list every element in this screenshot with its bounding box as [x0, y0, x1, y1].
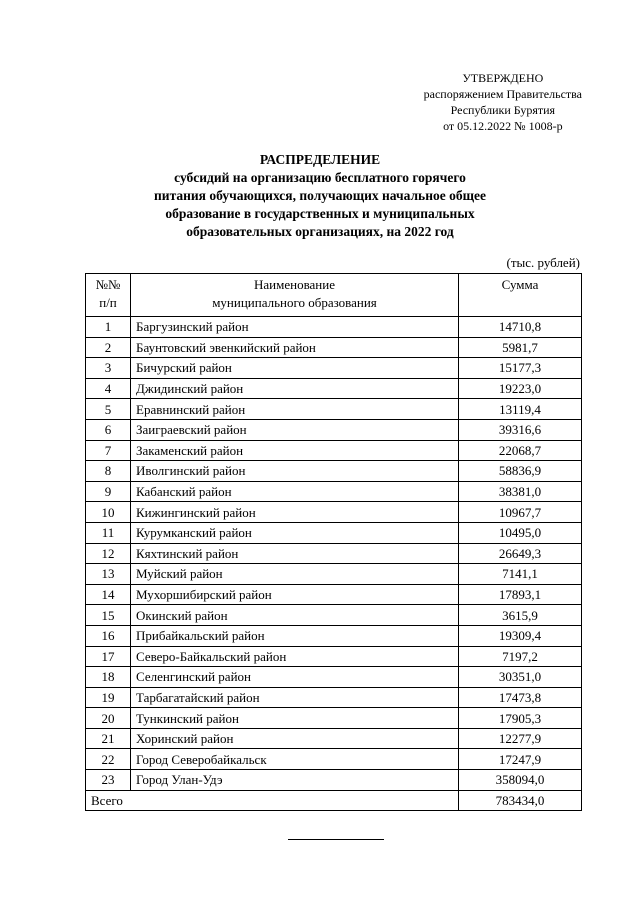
row-sum: 19309,4	[459, 625, 582, 646]
row-sum: 7197,2	[459, 646, 582, 667]
table-row	[86, 605, 582, 626]
title-line-1: РАСПРЕДЕЛЕНИЕ	[259, 152, 381, 167]
table-row	[86, 667, 582, 688]
title-line-4: образование в государственных и муниципальных	[165, 206, 475, 221]
row-sum: 7141,1	[459, 564, 582, 585]
title-line-2: субсидий на организацию бесплатного горячего	[174, 170, 466, 185]
table-row	[86, 358, 582, 379]
row-number: 7	[86, 440, 131, 461]
row-municipality: Прибайкальский район	[131, 625, 459, 646]
row-sum: 19223,0	[459, 378, 582, 399]
row-sum: 358094,0	[459, 770, 582, 791]
row-number: 10	[86, 502, 131, 523]
row-number: 13	[86, 564, 131, 585]
row-number: 19	[86, 687, 131, 708]
table-row	[86, 399, 582, 420]
table-row	[86, 337, 582, 358]
row-municipality: Город Улан-Удэ	[131, 770, 459, 791]
bottom-separator-line	[288, 839, 384, 840]
row-sum: 15177,3	[459, 358, 582, 379]
row-sum: 10967,7	[459, 502, 582, 523]
table-row	[86, 461, 582, 482]
row-municipality: Хоринский район	[131, 728, 459, 749]
row-municipality: Джидинский район	[131, 378, 459, 399]
row-municipality: Северо-Байкальский район	[131, 646, 459, 667]
table-row	[86, 522, 582, 543]
table-row	[86, 502, 582, 523]
row-sum: 17905,3	[459, 708, 582, 729]
row-number: 17	[86, 646, 131, 667]
header-number-line1: №№	[95, 277, 121, 292]
row-number: 2	[86, 337, 131, 358]
approval-heading: УТВЕРЖДЕНО	[462, 71, 544, 85]
row-municipality: Тункинский район	[131, 708, 459, 729]
table-row	[86, 481, 582, 502]
row-number: 6	[86, 419, 131, 440]
header-number	[86, 274, 131, 317]
row-number: 23	[86, 770, 131, 791]
row-municipality: Кяхтинский район	[131, 543, 459, 564]
row-number: 3	[86, 358, 131, 379]
row-sum: 58836,9	[459, 461, 582, 482]
row-number: 11	[86, 522, 131, 543]
row-sum: 12277,9	[459, 728, 582, 749]
row-municipality: Бичурский район	[131, 358, 459, 379]
table-row	[86, 378, 582, 399]
row-number: 5	[86, 399, 131, 420]
approval-republic-line: Республики Бурятия	[450, 103, 556, 117]
row-number: 21	[86, 728, 131, 749]
row-sum: 22068,7	[459, 440, 582, 461]
row-municipality: Кабанский район	[131, 481, 459, 502]
header-sum: Сумма	[459, 274, 582, 317]
table-header-row	[86, 274, 582, 317]
approval-date-number: от 05.12.2022 № 1008-р	[443, 119, 563, 133]
row-sum: 38381,0	[459, 481, 582, 502]
header-number-line2: п/п	[99, 295, 117, 310]
table-row	[86, 564, 582, 585]
row-number: 16	[86, 625, 131, 646]
table-row	[86, 687, 582, 708]
approval-block	[424, 70, 582, 134]
row-municipality: Заиграевский район	[131, 419, 459, 440]
total-row	[86, 790, 582, 811]
table-row	[86, 708, 582, 729]
row-sum: 26649,3	[459, 543, 582, 564]
row-municipality: Баунтовский эвенкийский район	[131, 337, 459, 358]
table-row	[86, 584, 582, 605]
table-row	[86, 440, 582, 461]
row-municipality: Иволгинский район	[131, 461, 459, 482]
row-municipality: Еравнинский район	[131, 399, 459, 420]
row-sum: 14710,8	[459, 317, 582, 338]
distribution-table	[85, 273, 582, 811]
row-municipality: Баргузинский район	[131, 317, 459, 338]
units-label: (тыс. рублей)	[506, 255, 580, 270]
row-sum: 17893,1	[459, 584, 582, 605]
header-name	[131, 274, 459, 317]
row-sum: 10495,0	[459, 522, 582, 543]
table-row	[86, 543, 582, 564]
table-row	[86, 770, 582, 791]
row-municipality: Закаменский район	[131, 440, 459, 461]
row-municipality: Окинский район	[131, 605, 459, 626]
row-number: 4	[86, 378, 131, 399]
row-sum: 17247,9	[459, 749, 582, 770]
row-number: 1	[86, 317, 131, 338]
row-municipality: Курумканский район	[131, 522, 459, 543]
row-municipality: Муйский район	[131, 564, 459, 585]
header-name-line2: муниципального образования	[212, 295, 377, 310]
table-row	[86, 419, 582, 440]
header-name-line1: Наименование	[254, 277, 335, 292]
row-number: 8	[86, 461, 131, 482]
title-line-3: питания обучающихся, получающих начальное общее	[154, 188, 486, 203]
row-sum: 5981,7	[459, 337, 582, 358]
row-sum: 39316,6	[459, 419, 582, 440]
title-line-5: образовательных организациях, на 2022 год	[186, 224, 454, 239]
row-sum: 3615,9	[459, 605, 582, 626]
row-municipality: Город Северобайкальск	[131, 749, 459, 770]
row-number: 18	[86, 667, 131, 688]
row-number: 15	[86, 605, 131, 626]
table-row	[86, 317, 582, 338]
row-municipality: Мухоршибирский район	[131, 584, 459, 605]
total-sum: 783434,0	[459, 790, 582, 811]
total-label: Всего	[86, 790, 459, 811]
row-municipality: Селенгинский район	[131, 667, 459, 688]
row-number: 9	[86, 481, 131, 502]
approval-decree-line: распоряжением Правительства	[423, 87, 582, 101]
row-number: 22	[86, 749, 131, 770]
row-number: 14	[86, 584, 131, 605]
document-title	[0, 151, 640, 241]
row-municipality: Кижингинский район	[131, 502, 459, 523]
row-number: 20	[86, 708, 131, 729]
row-number: 12	[86, 543, 131, 564]
row-sum: 13119,4	[459, 399, 582, 420]
table-row	[86, 625, 582, 646]
table-row	[86, 728, 582, 749]
table-row	[86, 646, 582, 667]
table-row	[86, 749, 582, 770]
row-sum: 30351,0	[459, 667, 582, 688]
row-sum: 17473,8	[459, 687, 582, 708]
row-municipality: Тарбагатайский район	[131, 687, 459, 708]
